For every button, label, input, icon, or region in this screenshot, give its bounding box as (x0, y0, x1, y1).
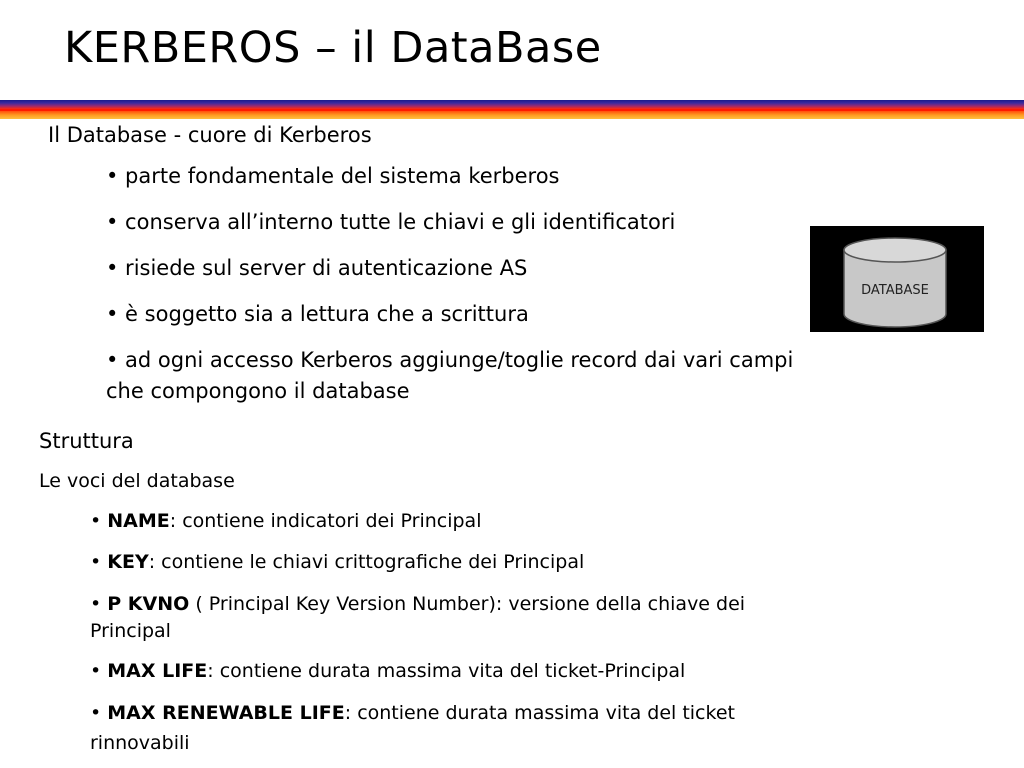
entry-key: P KVNO (107, 593, 190, 615)
slide-title: KERBEROS – il DataBase (64, 23, 602, 73)
entry-bullet: • (90, 551, 108, 573)
subheading-voci: Le voci del database (39, 470, 235, 492)
bullet-item: • risiede sul server di autenticazione AS (106, 256, 528, 280)
entry-key-field (90, 549, 584, 576)
database-icon (810, 226, 984, 332)
entry-key: MAX LIFE (107, 660, 208, 682)
entry-key: MAX RENEWABLE LIFE (107, 702, 345, 724)
entry-desc: : contiene le chiavi crittografiche dei Principal (148, 551, 585, 573)
entry-bullet: • (90, 510, 108, 532)
bullet-item-continuation: che compongono il database (106, 379, 410, 403)
bullet-item: • è soggetto sia a lettura che a scrittura (106, 302, 529, 326)
entry-name (90, 508, 481, 535)
section-heading-database: Il Database - cuore di Kerberos (48, 123, 372, 147)
entry-bullet: • (90, 593, 108, 615)
section-heading-struttura: Struttura (39, 429, 134, 453)
entry-desc: : contiene durata massima vita del ticket-Principal (207, 660, 686, 682)
entry-pkvno (90, 591, 745, 618)
entry-desc: ( Principal Key Version Number): versione della chiave dei (189, 593, 746, 615)
entry-bullet: • (90, 702, 108, 724)
entry-desc: : contiene durata massima vita del ticket (344, 702, 735, 724)
entry-pkvno-continuation: Principal (90, 620, 171, 642)
entry-max-renewable-life (90, 700, 735, 727)
bullet-item: • conserva all’interno tutte le chiavi e gli identificatori (106, 210, 676, 234)
database-cylinder-image (810, 226, 984, 332)
entry-bullet: • (90, 660, 108, 682)
entry-key: KEY (107, 551, 149, 573)
entry-max-renewable-life-continuation: rinnovabili (90, 732, 190, 754)
bullet-item: • ad ogni accesso Kerberos aggiunge/toglie record dai vari campi (106, 348, 794, 372)
entry-key: NAME (107, 510, 170, 532)
title-gradient-bar (0, 100, 1024, 119)
entry-desc: : contiene indicatori dei Principal (169, 510, 482, 532)
entry-max-life (90, 658, 685, 685)
bullet-item: • parte fondamentale del sistema kerberos (106, 164, 560, 188)
database-image-label: DATABASE (861, 283, 929, 298)
